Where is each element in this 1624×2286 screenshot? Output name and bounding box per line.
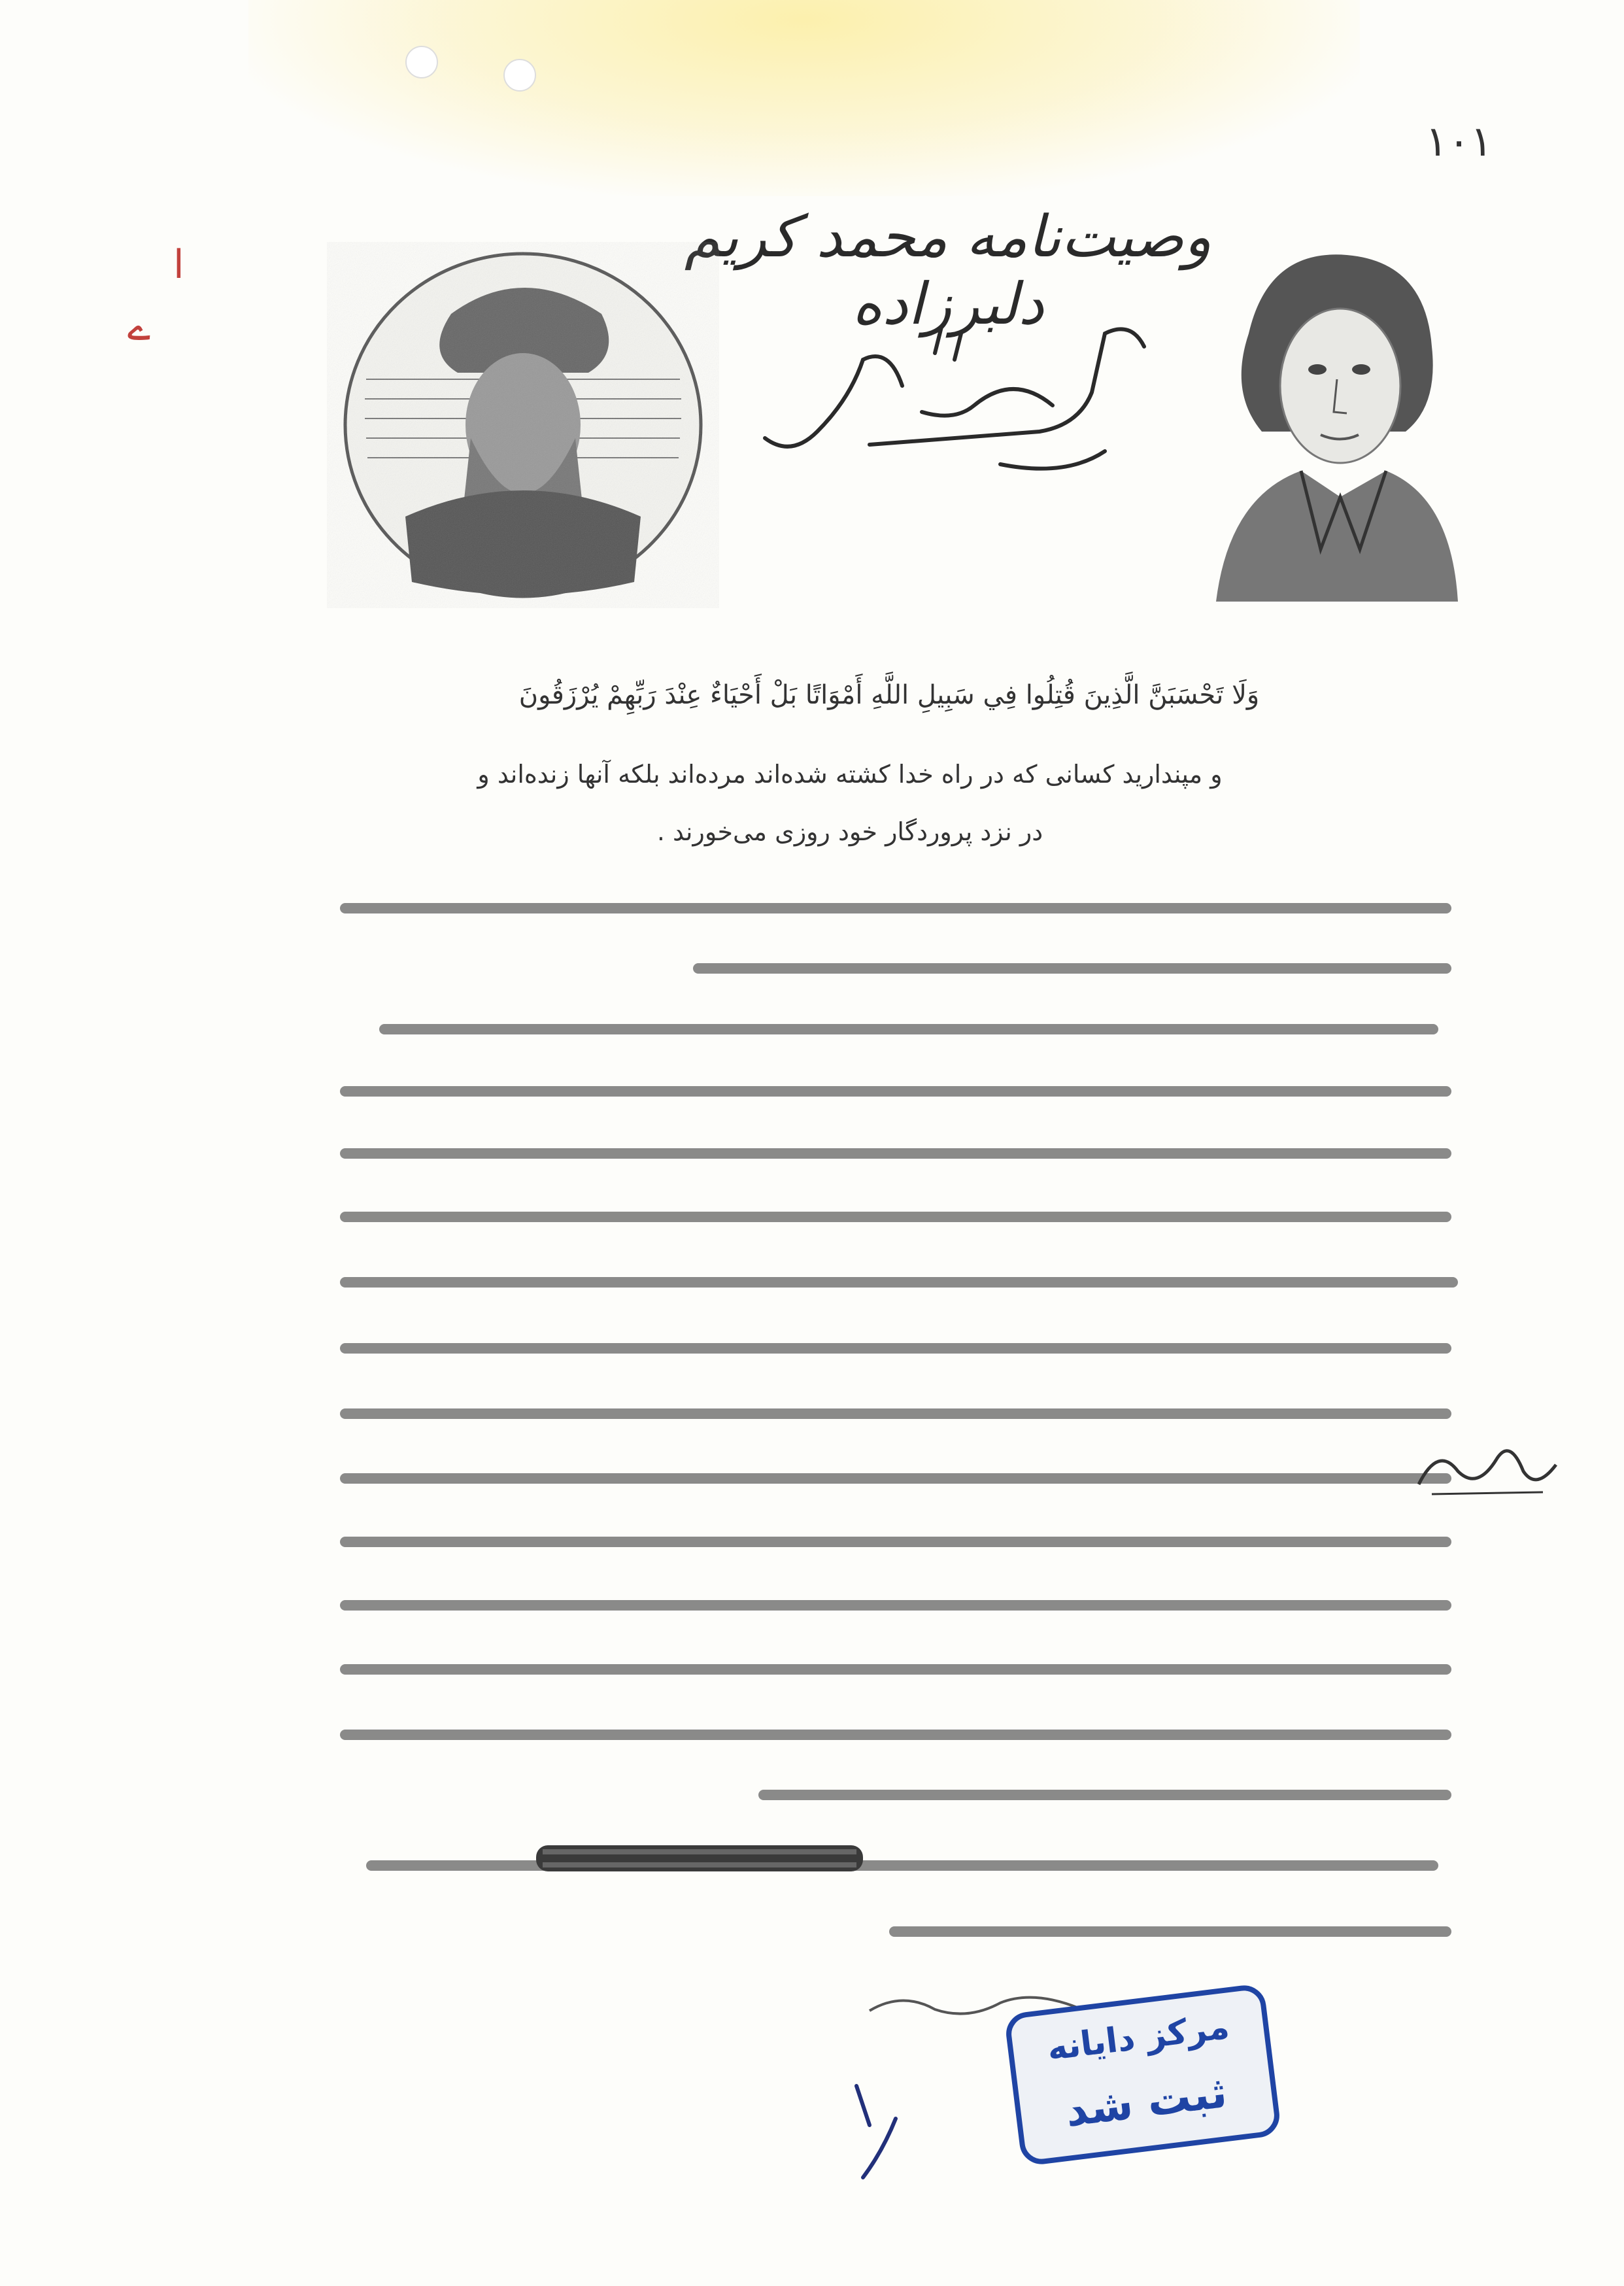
body-line: [340, 1212, 1451, 1222]
will-title: وصیت‌نامه محمد کریم دلبرزاده: [684, 203, 1212, 337]
body-line: [340, 1473, 1451, 1484]
besmeh-alshohada-calligraphy: [739, 307, 1183, 490]
paper-tint: [248, 0, 1360, 196]
body-line: [889, 1926, 1451, 1937]
footer-handwritten-mark: [830, 2079, 922, 2184]
body-line: [340, 903, 1451, 913]
body-line: [340, 1730, 1451, 1740]
verse-translation: [275, 745, 1425, 861]
verse-translation-line-2: در نزد پروردگار خود روزی می‌خورند .: [656, 817, 1043, 846]
martyr-portrait-icon: [1190, 235, 1464, 602]
body-line: [340, 1343, 1451, 1354]
body-line: [340, 1664, 1451, 1675]
stamp-line-2: ثبت شد: [1062, 2066, 1230, 2137]
stamp-line-1: مرکز دایانه: [1045, 2007, 1232, 2069]
registry-stamp: [1004, 1983, 1282, 2166]
body-line: [340, 1277, 1458, 1288]
body-line: [340, 1600, 1451, 1611]
verse-translation-line-1: و مپندارید کسانی که در راه خدا کشته شده‌اند مرده‌اند بلکه آنها زنده‌اند و: [477, 760, 1223, 789]
body-line: [693, 963, 1451, 974]
cleric-portrait-icon: [327, 242, 719, 608]
body-line: [340, 1537, 1451, 1547]
body-line: [379, 1024, 1438, 1034]
margin-tick-mark: ا: [173, 242, 184, 288]
punch-hole-left: [405, 46, 438, 78]
page-number: ۱۰۱: [1425, 118, 1493, 166]
body-line: [340, 1086, 1451, 1097]
margin-signature: [1412, 1432, 1563, 1504]
body-line: [340, 1408, 1451, 1419]
body-line: [340, 1148, 1451, 1159]
quran-verse: وَلَا تَحْسَبَنَّ الَّذِينَ قُتِلُوا فِي سَبِيلِ اللَّهِ أَمْوَاتًا بَلْ أَحْيَاءٌ عِنْدَ رَبِّهِمْ يُرْزَقُونَ: [518, 680, 1260, 710]
margin-check-mark: ے: [127, 304, 151, 350]
punch-hole-right: [503, 59, 536, 92]
body-line: [758, 1790, 1451, 1800]
redaction-bar: [536, 1840, 863, 1877]
body-line: [366, 1860, 1438, 1871]
